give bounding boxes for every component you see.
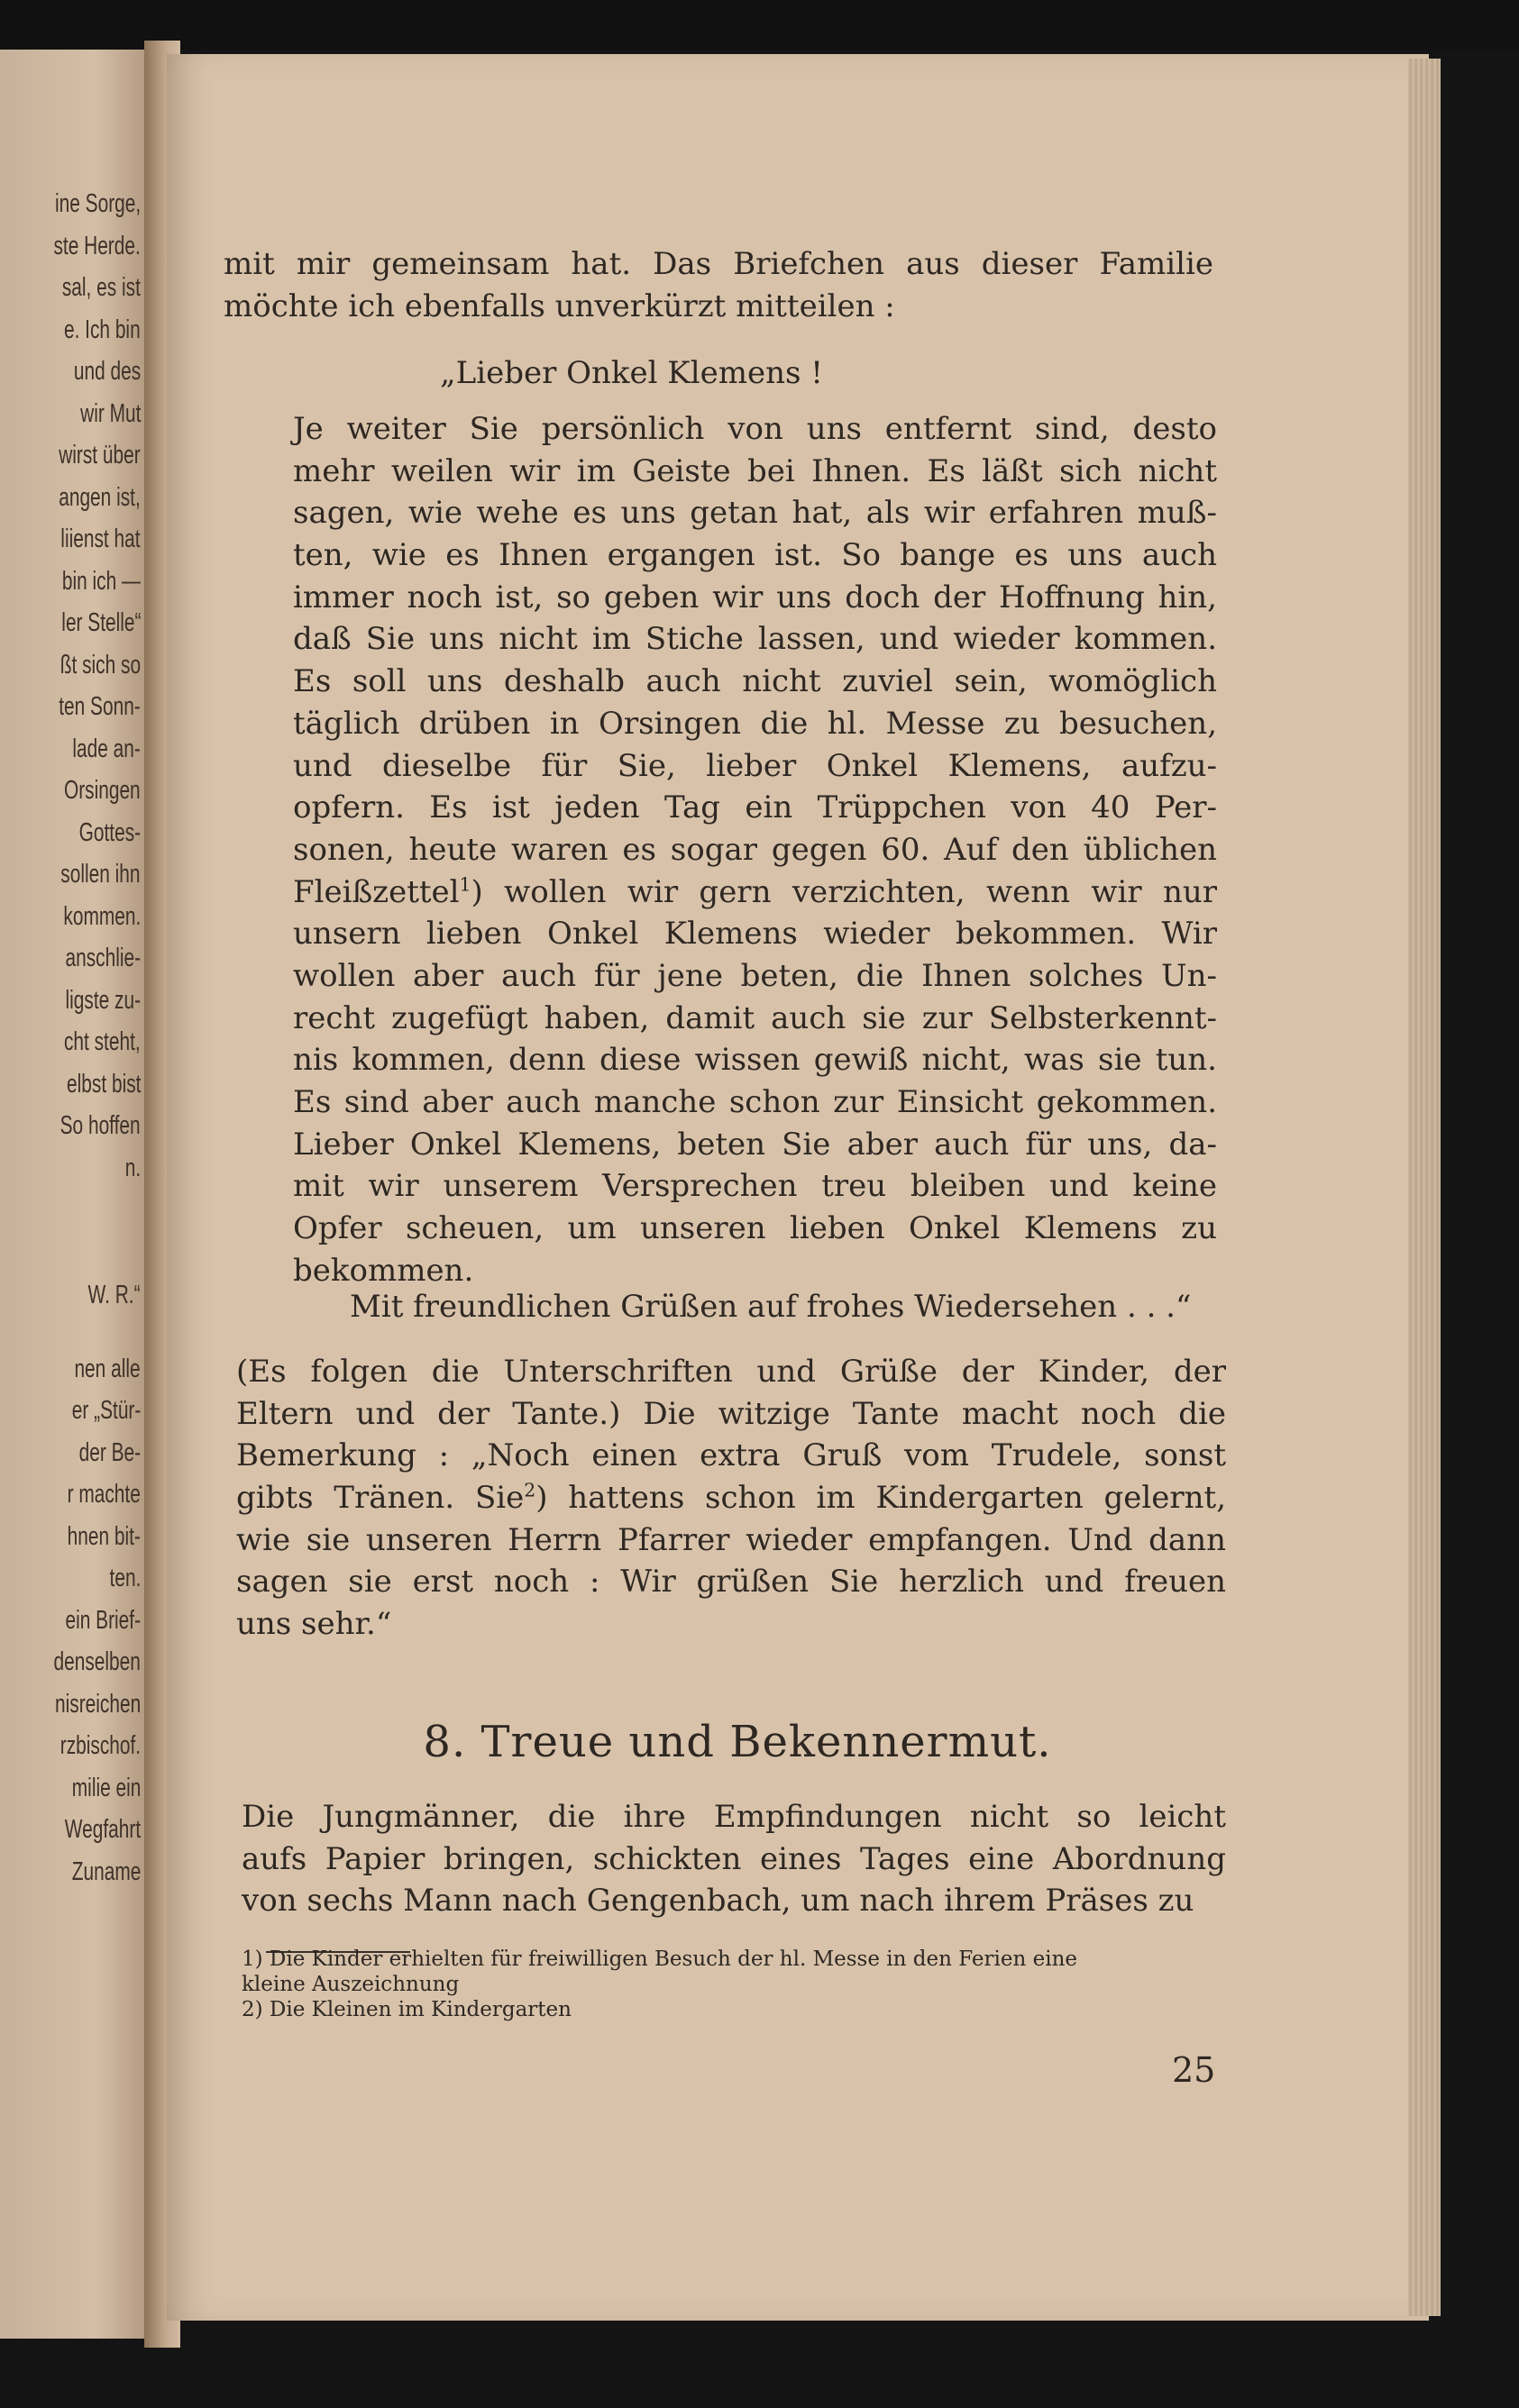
left-page-fragment: sollen ihn — [60, 860, 141, 889]
left-page-fragment: Gottes- — [78, 817, 141, 847]
letter-body — [293, 408, 1217, 1291]
text-line: Eltern und der Tante.) Die witzige Tante macht noch die — [236, 1395, 1226, 1432]
left-page-fragment: er „Stür- — [71, 1396, 141, 1425]
text-line: kleine Auszeichnung — [242, 1973, 460, 1996]
paragraph-intro — [224, 243, 1213, 327]
text-line: aufs Papier bringen, schickten eines Tages eine Abordnung — [242, 1840, 1226, 1877]
text-line: sonen, heute waren es sogar gegen 60. Auf den üblichen — [293, 831, 1217, 868]
left-page-fragment: anschlie- — [65, 944, 141, 972]
text-line: recht zugefügt haben, damit auch sie zur Selbsterkennt- — [293, 999, 1217, 1036]
letter-closing — [350, 1286, 1251, 1328]
text-line: wollen aber auch für jene beten, die Ihnen solches Un- — [293, 957, 1217, 994]
text-line: sagen, wie wehe es uns getan hat, als wir erfahren muß- — [293, 495, 1217, 532]
text-line: 2) Die Kleinen im Kindergarten — [242, 1998, 572, 2021]
closing-line: Mit freundlichen Grüßen auf frohes Wiedersehen . . .“ — [350, 1289, 1192, 1325]
text-line: unsern lieben Onkel Klemens wieder bekommen. Wir — [293, 916, 1217, 953]
text-line: nis kommen, denn diese wissen gewiß nicht, was sie tun. — [293, 1042, 1217, 1079]
text-line: täglich drüben in Orsingen die hl. Messe zu besuchen, — [293, 705, 1217, 742]
text-line: opfern. Es ist jeden Tag ein Trüppchen von 40 Per- — [293, 789, 1217, 826]
text-line: ten, wie es Ihnen ergangen ist. So bange es uns auch — [293, 537, 1217, 574]
left-page-fragment: Orsingen — [64, 776, 141, 805]
text-line: Je weiter Sie persönlich von uns entfernt sind, desto — [293, 411, 1217, 447]
left-page-fragment: angen ist, — [59, 482, 141, 512]
text-line: gibts Tränen. Sie$^2$) hattens schon im Kindergarten gelernt, — [236, 1479, 1227, 1517]
text-line: sagen sie erst noch : Wir grüßen Sie herzlich und freuen — [236, 1564, 1226, 1601]
left-page-fragment: Wegfahrt — [64, 1815, 141, 1844]
left-page-fragment: der Be- — [78, 1437, 141, 1467]
letter-salutation — [440, 352, 981, 395]
left-page-edge — [0, 50, 160, 2339]
left-page-fragment: ßt sich so — [59, 650, 141, 680]
salutation-line: „Lieber Onkel Klemens ! — [440, 355, 823, 391]
text-line: Fleißzettel$^1$) wollen wir gern verzichten, wenn wir nur — [293, 873, 1217, 910]
left-page-fragment: ligste zu- — [65, 985, 141, 1015]
left-page-fragment: So hoffen — [59, 1111, 141, 1140]
left-page-fragment: nen alle — [74, 1354, 141, 1383]
text-line: Opfer scheuen, um unseren lieben Onkel Klemens zu — [293, 1210, 1217, 1247]
left-page-fragment: sal, es ist — [61, 273, 141, 302]
text-line: Es soll uns deshalb auch nicht zuviel sein, womöglich — [293, 663, 1217, 700]
left-page-fragment: elbst bist — [66, 1069, 141, 1099]
left-page-fragment: r machte — [67, 1480, 141, 1509]
text-line: möchte ich ebenfalls unverkürzt mitteilen : — [224, 287, 895, 324]
text-line: und dieselbe für Sie, lieber Onkel Klemens, aufzu- — [293, 747, 1217, 784]
text-line: wie sie unseren Herrn Pfarrer wieder empfangen. Und dann — [236, 1521, 1226, 1558]
text-line: uns sehr.“ — [236, 1606, 392, 1643]
text-line: Lieber Onkel Klemens, beten Sie aber auch für uns, da- — [293, 1126, 1217, 1163]
left-page-fragment: ein Brief- — [65, 1605, 141, 1635]
text-line: mit wir unserem Versprechen treu bleiben und keine — [293, 1168, 1217, 1205]
left-page-fragment: n. — [124, 1153, 141, 1182]
text-line: daß Sie uns nicht im Stiche lassen, und wieder kommen. — [293, 621, 1217, 658]
left-page-fragment: liienst hat — [60, 524, 141, 553]
left-page-fragment: cht steht, — [64, 1027, 141, 1056]
text-line: (Es folgen die Unterschriften und Grüße der Kinder, der — [236, 1354, 1226, 1390]
left-page-fragment: wir Mut — [79, 398, 141, 428]
left-page-fragment: kommen. — [63, 901, 141, 931]
left-page-fragment: rzbischof. — [59, 1731, 141, 1760]
left-page-fragment: e. Ich bin — [64, 315, 141, 344]
left-page-fragment: und des — [73, 357, 141, 386]
left-page-fragment: milie ein — [71, 1773, 141, 1802]
left-page-fragment: W. R.“ — [88, 1281, 141, 1309]
left-page-fragment: ten Sonn- — [59, 692, 141, 721]
text-line: mit mir gemeinsam hat. Das Briefchen aus dieser Familie — [224, 246, 1213, 282]
page-number: 25 — [1172, 2050, 1216, 2090]
left-page-fragment: Zuname — [71, 1856, 141, 1886]
text-line: Bemerkung : „Noch einen extra Gruß vom Trudele, sonst — [236, 1437, 1226, 1474]
text-line: bekommen. — [293, 1252, 474, 1289]
left-page-fragment: ler Stelle“ — [60, 608, 141, 637]
left-page-fragment: ine Sorge, — [54, 189, 141, 218]
paragraph-after-letter — [236, 1351, 1226, 1646]
left-page-fragment: hnen bit- — [67, 1521, 141, 1551]
left-page-fragment: ste Herde. — [53, 231, 141, 260]
text-line: Die Jungmänner, die ihre Empfindungen nicht so leicht — [242, 1799, 1226, 1835]
section-heading: 8. Treue und Bekennermut. — [423, 1717, 1052, 1767]
left-page-fragment: denselben — [53, 1647, 141, 1676]
text-line: Es sind aber auch manche schon zur Einsicht gekommen. — [293, 1084, 1217, 1120]
footnotes — [242, 1947, 1233, 2022]
text-line: mehr weilen wir im Geiste bei Ihnen. Es läßt sich nicht — [293, 452, 1217, 489]
left-page-fragment: ten. — [109, 1564, 141, 1592]
text-line: 1) Die Kinder erhielten für freiwilligen Besuch der hl. Messe in den Ferien eine — [242, 1947, 1078, 1971]
left-page-fragment: bin ich — — [61, 566, 141, 596]
text-line: von sechs Mann nach Gengenbach, um nach ihrem Präses zu — [242, 1883, 1194, 1920]
left-page-fragment: lade an- — [72, 734, 141, 763]
left-page-fragment: nisreichen — [54, 1689, 141, 1719]
paragraph-section-start — [242, 1796, 1226, 1922]
scan-background — [0, 0, 1519, 50]
left-page-fragment: wirst über — [59, 441, 141, 470]
text-line: immer noch ist, so geben wir uns doch der Hoffnung hin, — [293, 579, 1217, 616]
page-stack-edge — [1408, 59, 1441, 2316]
